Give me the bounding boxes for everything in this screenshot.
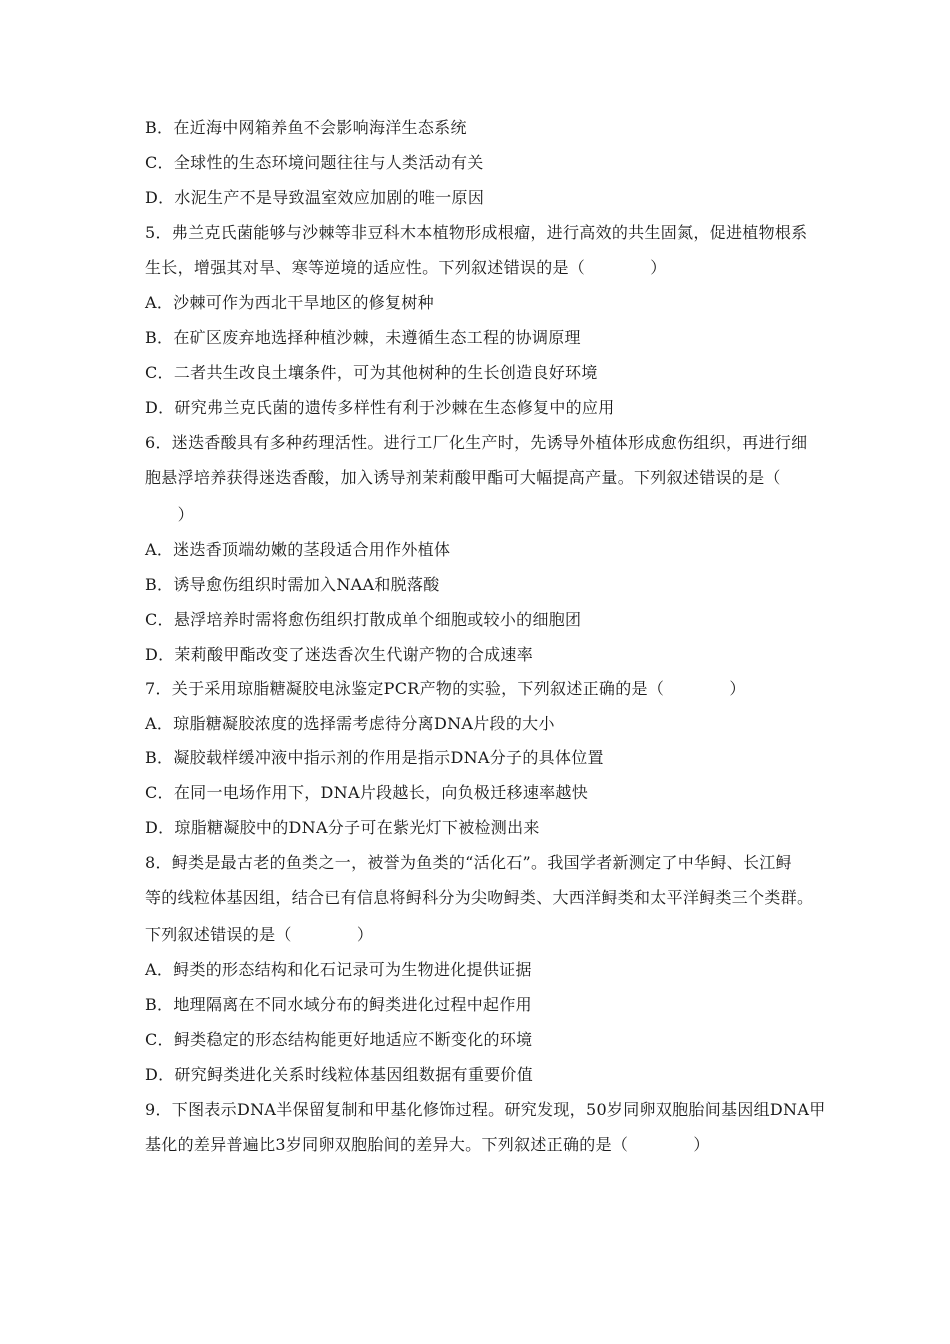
option-7a: A．琼脂糖凝胶浓度的选择需考虑待分离DNA片段的大小: [145, 714, 555, 733]
option-8a: A．鲟类的形态结构和化石记录可为生物进化提供证据: [145, 960, 532, 979]
option-6c: C．悬浮培养时需将愈伤组织打散成单个细胞或较小的细胞团: [145, 610, 582, 629]
question-5-stem: 5．弗兰克氏菌能够与沙棘等非豆科木本植物形成根瘤，进行高效的共生固氮，促进植物根系: [145, 223, 808, 242]
question-9-stem: 9．下图表示DNA半保留复制和甲基化修饰过程。研究发现，50岁同卵双胞胎间基因组DNA甲: [145, 1100, 826, 1119]
option-5c: C．二者共生改良土壤条件，可为其他树种的生长创造良好环境: [145, 363, 598, 382]
option-6a: A．迷迭香顶端幼嫩的茎段适合用作外植体: [145, 540, 451, 559]
question-8-stem-end: 下列叙述错误的是（ ）: [145, 925, 374, 944]
option-7d: D．琼脂糖凝胶中的DNA分子可在紫光灯下被检测出来: [145, 818, 540, 837]
option-6b: B．诱导愈伤组织时需加入NAA和脱落酸: [145, 575, 440, 594]
option-8c: C．鲟类稳定的形态结构能更好地适应不断变化的环境: [145, 1030, 533, 1049]
question-7-stem: 7．关于采用琼脂糖凝胶电泳鉴定PCR产物的实验，下列叙述正确的是（ ）: [145, 679, 746, 698]
option-5a: A．沙棘可作为西北干旱地区的修复树种: [145, 293, 434, 312]
option-5b: B．在矿区废弃地选择种植沙棘，未遵循生态工程的协调原理: [145, 328, 581, 347]
question-8-stem-cont: 等的线粒体基因组，结合已有信息将鲟科分为尖吻鲟类、大西洋鲟类和太平洋鲟类三个类群。: [145, 888, 814, 907]
question-5-stem-cont: 生长，增强其对旱、寒等逆境的适应性。下列叙述错误的是（ ）: [145, 258, 667, 277]
question-6-paren: ）: [145, 505, 194, 524]
option-7c: C．在同一电场作用下，DNA片段越长，向负极迁移速率越快: [145, 783, 589, 802]
question-6-stem-cont: 胞悬浮培养获得迷迭香酸，加入诱导剂茉莉酸甲酯可大幅提高产量。下列叙述错误的是（: [145, 468, 781, 487]
option-6d: D．茉莉酸甲酯改变了迷迭香次生代谢产物的合成速率: [145, 645, 534, 664]
option-5d: D．研究弗兰克氏菌的遗传多样性有利于沙棘在生态修复中的应用: [145, 398, 615, 417]
option-8d: D．研究鲟类进化关系时线粒体基因组数据有重要价值: [145, 1065, 534, 1084]
option-4d: D．水泥生产不是导致温室效应加剧的唯一原因: [145, 188, 485, 207]
option-7b: B．凝胶载样缓冲液中指示剂的作用是指示DNA分子的具体位置: [145, 748, 604, 767]
option-4b: B．在近海中网箱养鱼不会影响海洋生态系统: [145, 118, 467, 137]
question-9-stem-cont: 基化的差异普遍比3岁同卵双胞胎间的差异大。下列叙述正确的是（ ）: [145, 1135, 710, 1154]
question-8-stem: 8．鲟类是最古老的鱼类之一，被誉为鱼类的“活化石”。我国学者新测定了中华鲟、长江鲟: [145, 853, 792, 872]
option-4c: C．全球性的生态环境问题往往与人类活动有关: [145, 153, 484, 172]
option-8b: B．地理隔离在不同水域分布的鲟类进化过程中起作用: [145, 995, 532, 1014]
question-6-stem: 6．迷迭香酸具有多种药理活性。进行工厂化生产时，先诱导外植体形成愈伤组织，再进行细: [145, 433, 808, 452]
